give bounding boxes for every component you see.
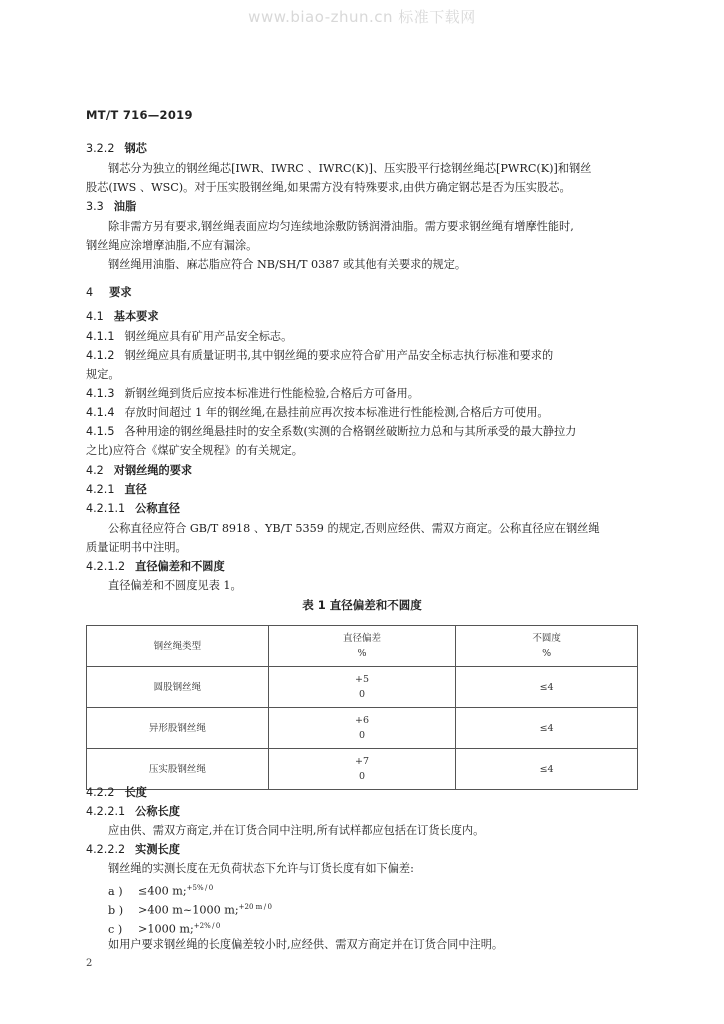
paragraph-line: 质量证明书中注明。 (86, 541, 187, 554)
list-label: c ) (108, 922, 123, 936)
heading-number: 4.2.1 (86, 483, 115, 496)
clause-number: 4.1.2 (86, 349, 115, 362)
heading-title: 公称长度 (135, 805, 180, 818)
clause-text: 钢丝绳应具有质量证明书,其中钢丝绳的要求应符合矿用产品安全标志执行标准和要求的 (124, 349, 554, 362)
clause-number: 4.1.4 (86, 406, 115, 419)
paragraph-line: 钢丝绳的实测长度在无负荷状态下允许与订货长度有如下偏差: (108, 862, 414, 875)
paragraph-line: 规定。 (86, 368, 120, 381)
heading-number: 4.2 (86, 464, 104, 477)
paragraph-line: 除非需方另有要求,钢丝绳表面应均匀连续地涂敷防锈润滑油脂。需方要求钢丝绳有增摩性能时, (108, 220, 574, 233)
clause-number: 4.1.1 (86, 330, 115, 343)
heading-number: 4.2.1.1 (86, 502, 126, 515)
paragraph-line: 公称直径应符合 GB/T 8918 、YB/T 5359 的规定,否则应经供、需双方商定。公称直径应在钢丝绳 (108, 522, 600, 535)
page-number: 2 (86, 958, 93, 969)
table-row (87, 667, 638, 708)
clause-4-1-3 (86, 385, 419, 403)
list-label: a ) (108, 884, 123, 898)
ovality-cell: ≤4 (456, 667, 638, 708)
heading-title: 要求 (109, 286, 132, 299)
clause-4-1-5 (86, 423, 576, 441)
clause-number: 4.1.3 (86, 387, 115, 400)
diameter-deviation-cell: +5 0 (268, 667, 455, 708)
list-label: b ) (108, 903, 124, 917)
header-cell: 钢丝绳类型 (87, 626, 269, 667)
heading-title: 钢芯 (124, 142, 147, 155)
list-text: >1000 m; (138, 922, 194, 936)
heading-title: 直径 (124, 483, 147, 496)
diameter-deviation-cell: +6 0 (268, 708, 455, 749)
heading-4 (86, 284, 132, 302)
deviation-table (86, 625, 638, 790)
tolerance: +2% / 0 (193, 922, 221, 930)
diameter-deviation-cell: +7 0 (268, 749, 455, 790)
heading-title: 基本要求 (113, 310, 159, 323)
clause-4-1-1 (86, 328, 292, 346)
paragraph-line: 股芯(IWS 、WSC)。对于压实股钢丝绳,如果需方没有特殊要求,由供方确定钢芯是否为压实股芯。 (86, 181, 571, 194)
heading-3-3 (86, 198, 136, 216)
heading-number: 4.1 (86, 310, 104, 323)
site-watermark: www.biao-zhun.cn 标准下载网 (248, 8, 476, 26)
table-header-row (87, 626, 638, 667)
table-title: 表 1 直径偏差和不圆度 (302, 598, 422, 612)
heading-title: 直径偏差和不圆度 (135, 560, 225, 573)
rope-type-cell: 压实股钢丝绳 (87, 749, 269, 790)
rope-type-cell: 圆股钢丝绳 (87, 667, 269, 708)
paragraph-line: 之比)应符合《煤矿安全规程》的有关规定。 (86, 444, 303, 457)
heading-4-2-1-1 (86, 500, 180, 518)
list-text: >400 m~1000 m; (138, 903, 239, 917)
list-text: ≤400 m; (138, 884, 187, 898)
paragraph-line: 如用户要求钢丝绳的长度偏差较小时,应经供、需双方商定并在订货合同中注明。 (108, 938, 504, 951)
clause-text: 各种用途的钢丝绳悬挂时的安全系数(实测的合格钢丝破断拉力总和与其所承受的最大静拉力 (124, 425, 577, 438)
rope-type-cell: 异形股钢丝绳 (87, 708, 269, 749)
paragraph-line: 直径偏差和不圆度见表 1。 (108, 579, 242, 592)
heading-title: 实测长度 (135, 843, 180, 856)
clause-4-1-4 (86, 404, 549, 422)
heading-number: 4.2.2 (86, 786, 115, 799)
clause-4-1-2 (86, 347, 553, 365)
heading-number: 4.2.2.2 (86, 843, 126, 856)
heading-4-2-2-1 (86, 803, 180, 821)
header-cell: 不圆度 % (456, 626, 638, 667)
clause-number: 4.1.5 (86, 425, 115, 438)
clause-text: 钢丝绳应具有矿用产品安全标志。 (124, 330, 293, 343)
heading-4-1 (86, 308, 159, 326)
heading-4-2-1 (86, 481, 147, 499)
paragraph-line: 应由供、需双方商定,并在订货合同中注明,所有试样都应包括在订货长度内。 (108, 824, 485, 837)
clause-text: 存放时间超过 1 年的钢丝绳,在悬挂前应再次按本标准进行性能检测,合格后方可使用。 (124, 406, 549, 419)
heading-number: 4 (86, 286, 94, 299)
heading-4-2 (86, 462, 192, 480)
heading-title: 长度 (124, 786, 147, 799)
heading-4-2-2 (86, 784, 147, 802)
table-row (87, 749, 638, 790)
heading-4-2-1-2 (86, 558, 225, 576)
paragraph-line: 钢丝绳用油脂、麻芯脂应符合 NB/SH/T 0387 或其他有关要求的规定。 (108, 258, 467, 271)
heading-number: 4.2.2.1 (86, 805, 126, 818)
paragraph-line: 钢丝绳应涂增摩油脂,不应有漏涂。 (86, 239, 258, 252)
document-code: MT/T 716—2019 (86, 108, 193, 122)
heading-4-2-2-2 (86, 841, 180, 859)
ovality-cell: ≤4 (456, 708, 638, 749)
heading-number: 3.3 (86, 200, 104, 213)
tolerance: +5% / 0 (186, 884, 214, 892)
heading-title: 公称直径 (135, 502, 180, 515)
table-row (87, 708, 638, 749)
heading-title: 油脂 (113, 200, 137, 213)
heading-number: 4.2.1.2 (86, 560, 126, 573)
paragraph-line: 钢芯分为独立的钢丝绳芯[IWR、IWRC 、IWRC(K)]、压实股平行捻钢丝绳芯[PWRC(K)]和钢丝 (108, 162, 592, 175)
heading-number: 3.2.2 (86, 142, 115, 155)
clause-text: 新钢丝绳到货后应按本标准进行性能检验,合格后方可备用。 (124, 387, 419, 400)
heading-title: 对钢丝绳的要求 (113, 464, 193, 477)
heading-3-2-2 (86, 140, 147, 158)
ovality-cell: ≤4 (456, 749, 638, 790)
tolerance: +20 m / 0 (238, 903, 272, 911)
header-cell: 直径偏差 % (268, 626, 455, 667)
